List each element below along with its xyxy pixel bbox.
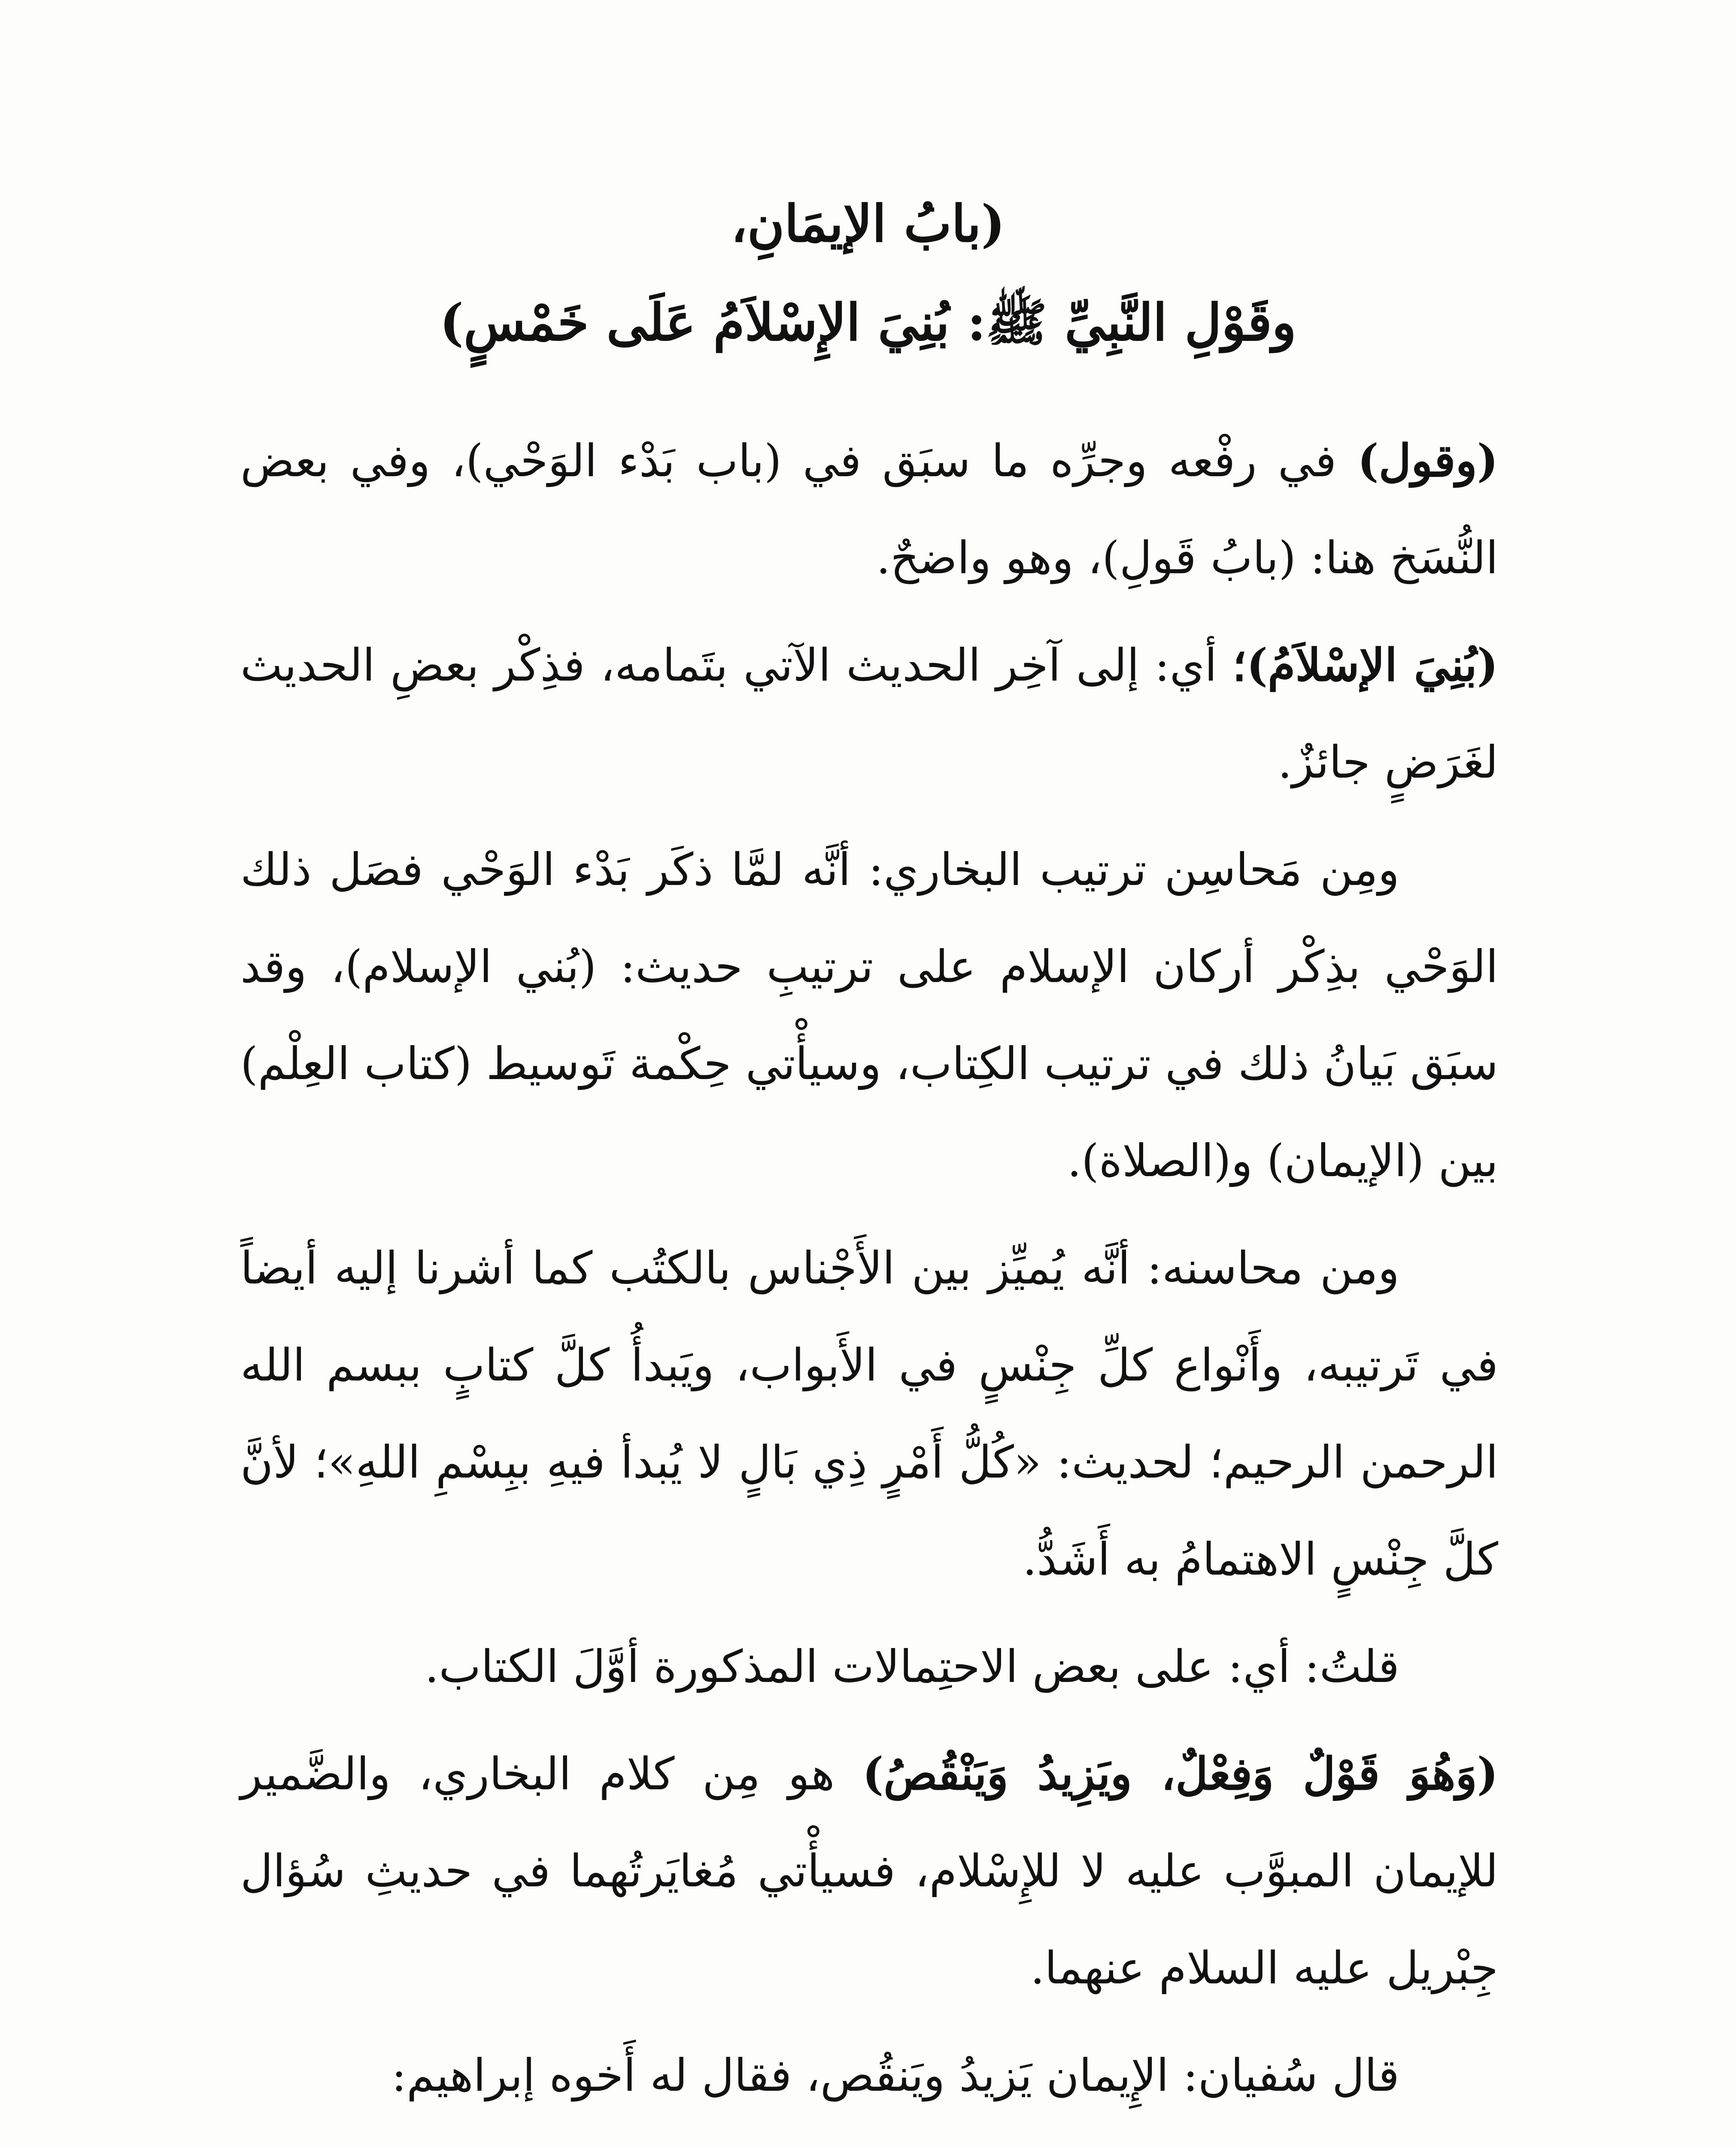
paragraph	[240, 2027, 1498, 2124]
paragraph	[240, 1725, 1498, 2016]
paragraph-lead: (وَهُوَ قَوْلٌ وَفِعْلٌ، ويَزِيدُ وَيَنْقُصُ)	[862, 1747, 1498, 1800]
paragraph	[240, 1219, 1498, 1608]
paragraph-text: ومِن مَحاسِن ترتيب البخاري: أنَّه لمَّا ذكَر بَدْء الوَحْي فصَل ذلك الوَحْي بذِكْر أركان الإسلام على ترتيبِ حديث: (بُني الإسلام)، وقد سبَق بَيانُ ذلك في ترتيب الكِتاب، وسيأْتي حِكْمة تَوسيط (كتاب العِلْم) بين (الإيمان) و(الصلاة).	[240, 843, 1499, 1187]
paragraph-text: ومن محاسنه: أنَّه يُميِّز بين الأَجْناس بالكتُب كما أشرنا إليه أيضاً في تَرتيبه، وأَنْواع كلِّ جِنْسٍ في الأَبواب، ويَبدأُ كلَّ كتابٍ ببسم الله الرحمن الرحيم؛ لحديث: «كُلُّ أَمْرٍ ذِي بَالٍ لا يُبدأ فيهِ ببِسْمِ اللهِ»؛ لأنَّ كلَّ جِنْسٍ الاهتمامُ به أَشَدُّ.	[240, 1242, 1498, 1585]
chapter-title-line-2: وقَوْلِ النَّبِيِّ ﷺ: بُنِيَ الإِسْلاَمُ عَلَى خَمْسٍ)	[440, 292, 1296, 352]
paragraph-text: قال سُفيان: الإِيمان يَزيدُ ويَنقُص، فقال له أَخوه إبراهيم:	[391, 2049, 1399, 2101]
paragraph-text: في رفْعه وجرِّه ما سبَق في (باب بَدْء الوَحْي)، وفي بعض النُّسَخ هنا: (بابُ قَولِ)، وهو واضحٌ.	[240, 435, 1498, 584]
paragraph-text: قلتُ: أي: على بعض الاحتِمالات المذكورة أوَّلَ الكتاب.	[425, 1640, 1399, 1693]
paragraph	[240, 1618, 1498, 1715]
paragraph	[240, 412, 1498, 606]
body-text	[240, 412, 1498, 2134]
paragraph-lead: (وقول)	[1357, 434, 1498, 487]
paragraph-lead: (بُنِيَ الإسْلاَمُ)؛	[1232, 639, 1498, 691]
paragraph-text: هو مِن كلام البخاري، والضَّمير للإيمان المبوَّب عليه لا للإِسْلام، فسيأْتي مُغايَرتُهما في حديثِ سُؤال جِبْريل عليه السلام عنهما.	[240, 1748, 1498, 1994]
paragraph	[240, 821, 1498, 1209]
chapter-title-line-1: (بابُ الإيمَانِ،	[731, 194, 1005, 253]
paragraph-text: أي: إلى آخِر الحديث الآتي بتَمامه، فذِكْر بعضِ الحديث لغَرَضٍ جائزٌ.	[240, 639, 1498, 788]
paragraph	[240, 617, 1498, 811]
